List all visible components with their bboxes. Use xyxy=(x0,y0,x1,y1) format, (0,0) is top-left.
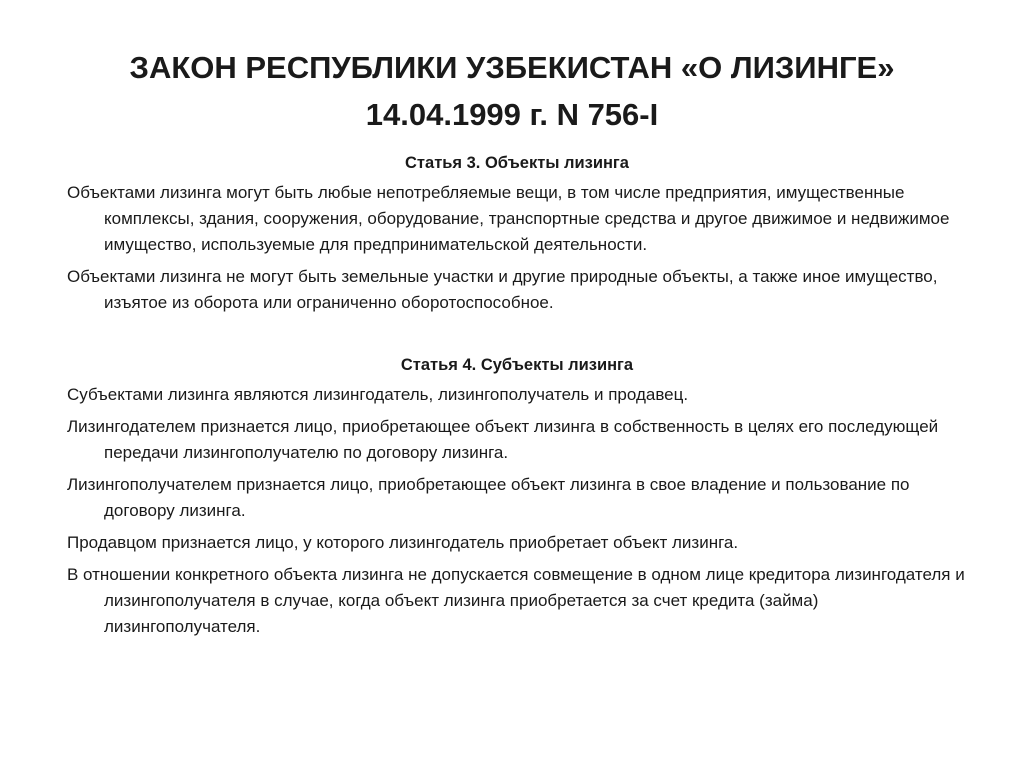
article-3-paragraph-1: Объектами лизинга могут быть любые непотребляемые вещи, в том числе предприятия, имущественные комплексы, здания, сооружения, оборудование, транспортные средства и другое движимое и недвижимое имущество, используемые для предпринимательской деятельности. xyxy=(67,183,950,254)
article-4-paragraph-1: Субъектами лизинга являются лизингодатель, лизингополучатель и продавец. xyxy=(67,385,689,404)
article-3-heading: Статья 3. Объекты лизинга xyxy=(405,154,629,172)
article-4-paragraph-4: Продавцом признается лицо, у которого лизингодатель приобретает объект лизинга. xyxy=(67,533,739,552)
slide-body xyxy=(67,150,967,646)
title-line-1: ЗАКОН РЕСПУБЛИКИ УЗБЕКИСТАН «О ЛИЗИНГЕ» xyxy=(129,50,895,85)
article-3 xyxy=(67,150,967,316)
slide-title xyxy=(0,44,1024,138)
article-4-heading: Статья 4. Субъекты лизинга xyxy=(400,356,634,374)
title-line-2: 14.04.1999 г. N 756-I xyxy=(365,97,659,132)
article-4-paragraph-2: Лизингодателем признается лицо, приобретающее объект лизинга в собственность в целях его последующей передачи лизингополучателю по договору лизинга. xyxy=(67,417,939,462)
article-4-paragraph-3: Лизингополучателем признается лицо, приобретающее объект лизинга в свое владение и пользование по договору лизинга. xyxy=(67,475,910,520)
article-4-paragraph-5: В отношении конкретного объекта лизинга не допускается совмещение в одном лице кредитора лизингодателя и лизингополучателя в случае, когда объект лизинга приобретается за счет кредита (займа) лизингополучателя. xyxy=(67,565,965,636)
article-3-paragraph-2: Объектами лизинга не могут быть земельные участки и другие природные объекты, а также иное имущество, изъятое из оборота или ограниченно оборотоспособное. xyxy=(67,267,938,312)
article-4 xyxy=(67,352,967,640)
section-spacer xyxy=(67,322,967,352)
